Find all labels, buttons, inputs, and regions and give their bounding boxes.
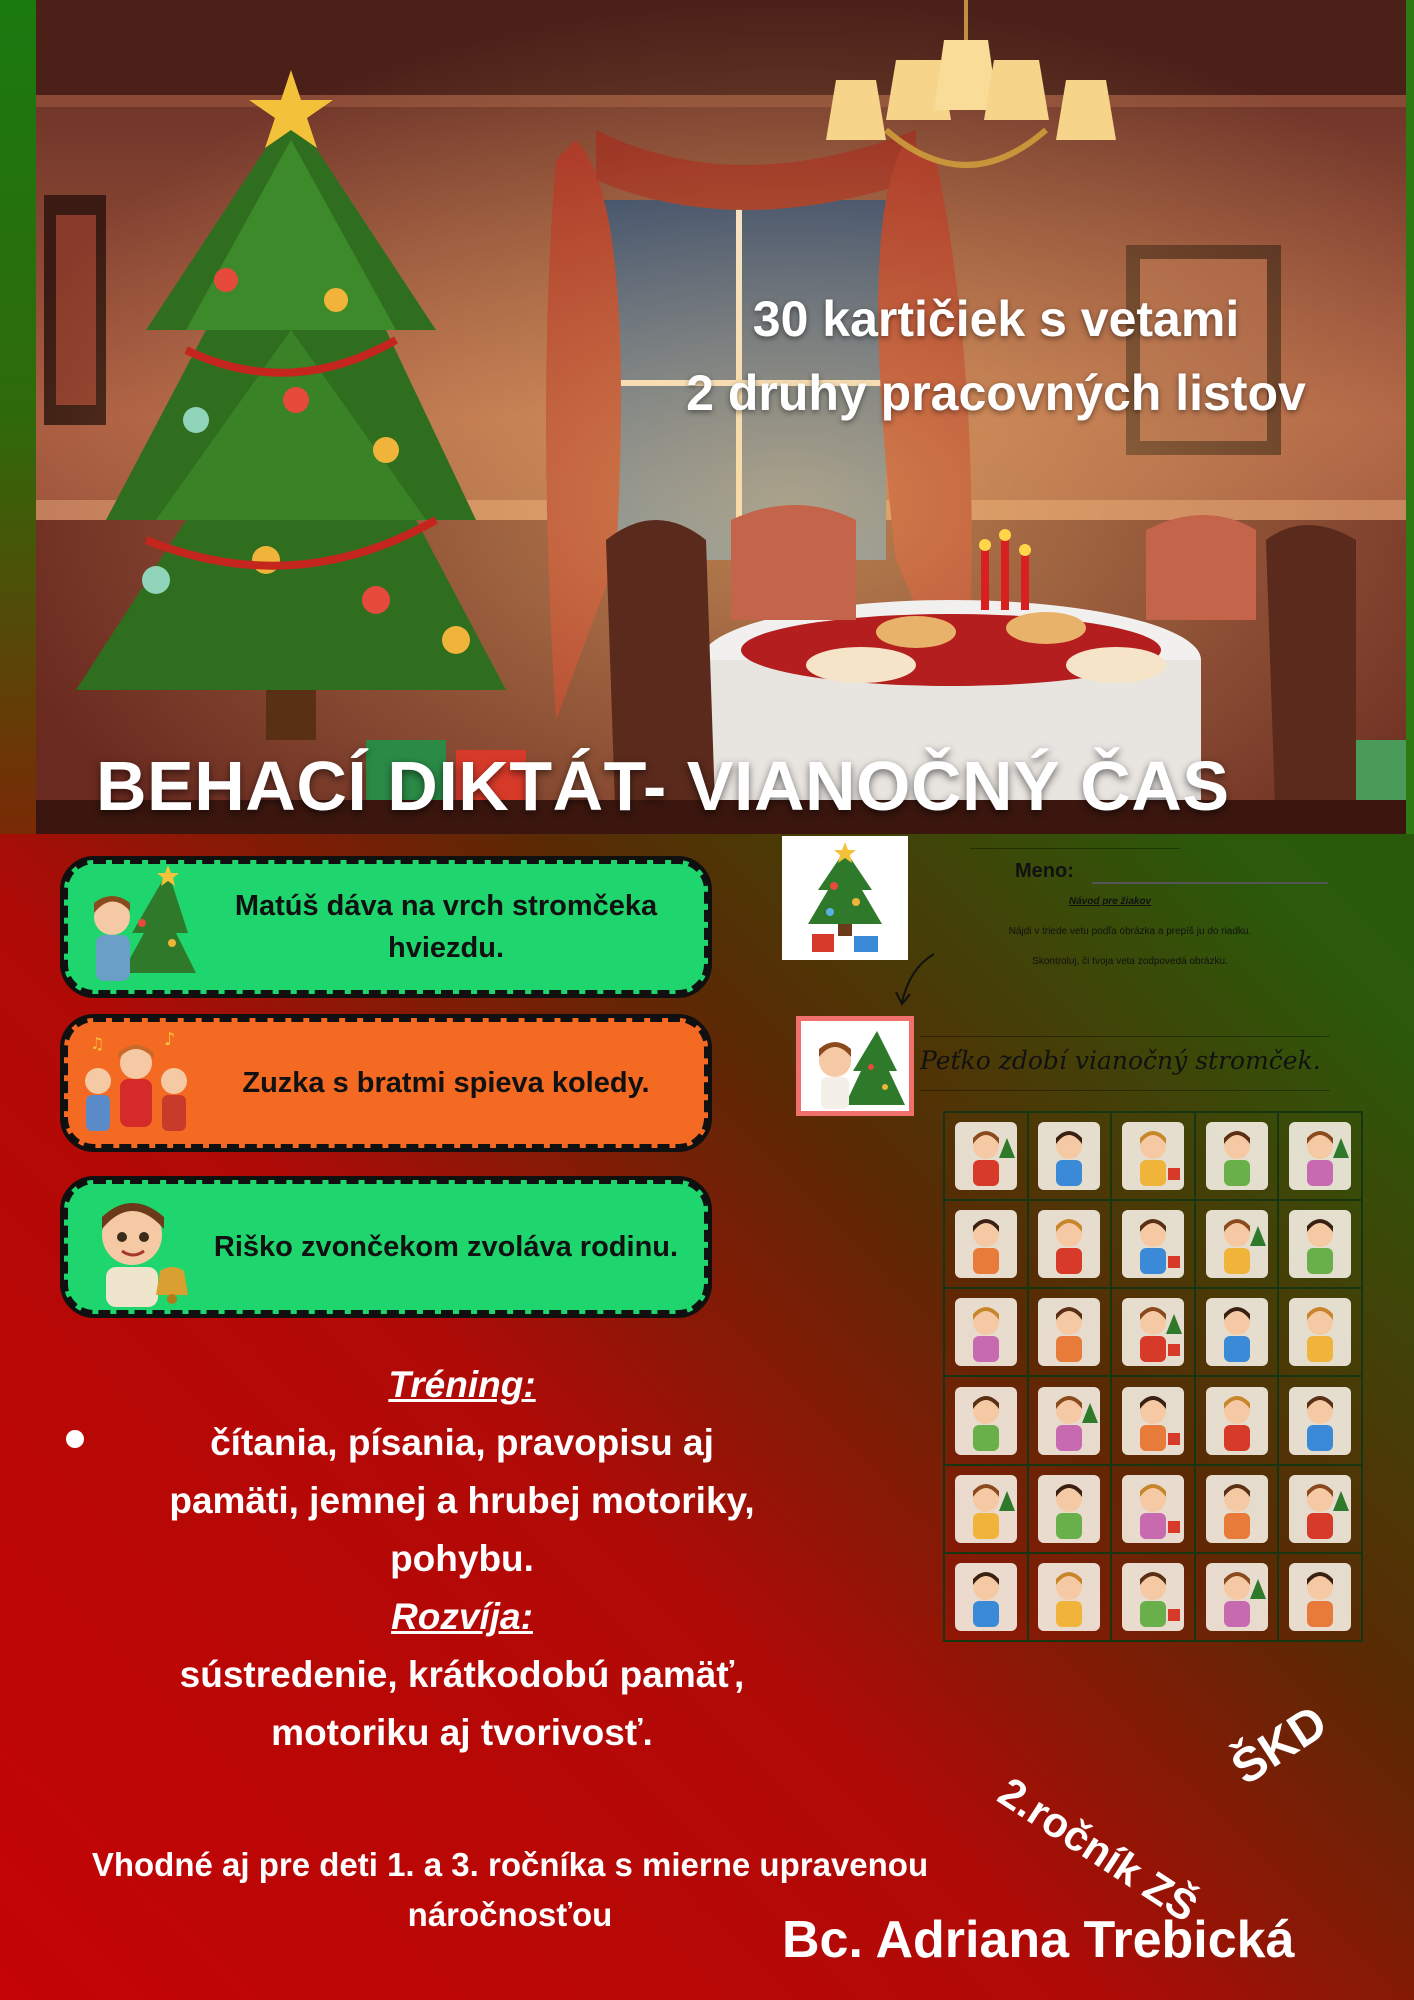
child-illustration-icon xyxy=(1285,1559,1355,1635)
sentence-card-3-text: Riško zvončekom zvoláva rodinu. xyxy=(213,1231,679,1263)
hero-subtitle-line1: 30 kartičiek s vetami xyxy=(752,291,1240,347)
training-line-3: pohybu. xyxy=(390,1538,534,1579)
picture-grid xyxy=(943,1111,1363,1642)
child-illustration-icon xyxy=(1118,1559,1188,1635)
grid-picture-cell xyxy=(944,1465,1028,1553)
grid-picture-cell xyxy=(1111,1553,1195,1641)
grid-picture-cell xyxy=(944,1200,1028,1288)
training-section xyxy=(62,1356,862,1762)
worksheet-rule-2 xyxy=(920,1090,1330,1091)
grid-picture-cell xyxy=(944,1112,1028,1200)
child-illustration-icon xyxy=(1118,1206,1188,1282)
child-illustration-icon xyxy=(951,1559,1021,1635)
page-title: BEHACÍ DIKTÁT- VIANOČNÝ ČAS xyxy=(96,747,1230,825)
develops-line-2: motoriku aj tvorivosť. xyxy=(271,1712,653,1753)
child-illustration-icon xyxy=(951,1383,1021,1459)
child-illustration-icon xyxy=(1202,1383,1272,1459)
grid-picture-cell xyxy=(1111,1288,1195,1376)
grid-picture-cell xyxy=(1195,1376,1279,1464)
worksheet-example-picture xyxy=(796,1016,914,1116)
child-illustration-icon xyxy=(1202,1471,1272,1547)
child-illustration-icon xyxy=(951,1471,1021,1547)
grid-picture-cell xyxy=(944,1288,1028,1376)
child-illustration-icon xyxy=(1285,1118,1355,1194)
training-heading: Tréning: xyxy=(388,1364,536,1405)
children-singing-icon xyxy=(72,1019,200,1147)
child-illustration-icon xyxy=(1034,1471,1104,1547)
svg-text:♫: ♫ xyxy=(90,1034,105,1053)
grid-picture-cell xyxy=(1278,1376,1362,1464)
child-illustration-icon xyxy=(951,1206,1021,1282)
child-illustration-icon xyxy=(1118,1471,1188,1547)
develops-heading: Rozvíja: xyxy=(391,1596,533,1637)
arrow-icon xyxy=(890,950,940,1010)
instructions-title: Návod pre žiakov xyxy=(1068,896,1152,907)
skd-label: ŠKD xyxy=(1222,1695,1337,1796)
child-illustration-icon xyxy=(1285,1471,1355,1547)
child-illustration-icon xyxy=(1202,1118,1272,1194)
grid-picture-cell xyxy=(1278,1200,1362,1288)
child-illustration-icon xyxy=(1285,1383,1355,1459)
worksheet-header xyxy=(960,840,1340,980)
sentence-card-2 xyxy=(62,1016,710,1150)
develops-line-1: sústredenie, krátkodobú pamäť, xyxy=(179,1654,745,1695)
grid-picture-cell xyxy=(1195,1465,1279,1553)
right-green-strip xyxy=(1406,0,1414,834)
child-illustration-icon xyxy=(1118,1294,1188,1370)
child-illustration-icon xyxy=(951,1294,1021,1370)
grade-label: 2.ročník ZŠ xyxy=(990,1768,1206,1931)
child-illustration-icon xyxy=(1034,1383,1104,1459)
grid-picture-cell xyxy=(1028,1465,1112,1553)
grid-picture-cell xyxy=(1195,1553,1279,1641)
child-illustration-icon xyxy=(1285,1206,1355,1282)
child-illustration-icon xyxy=(951,1118,1021,1194)
child-illustration-icon xyxy=(1118,1383,1188,1459)
child-illustration-icon xyxy=(1202,1294,1272,1370)
child-illustration-icon xyxy=(1034,1206,1104,1282)
worksheet-rule-1 xyxy=(920,1036,1330,1037)
grid-picture-cell xyxy=(1028,1288,1112,1376)
grid-picture-cell xyxy=(1028,1112,1112,1200)
grid-picture-cell xyxy=(1278,1112,1362,1200)
grid-picture-cell xyxy=(1028,1200,1112,1288)
grid-picture-cell xyxy=(1195,1112,1279,1200)
grid-picture-cell xyxy=(1111,1465,1195,1553)
child-illustration-icon xyxy=(1202,1559,1272,1635)
left-green-strip xyxy=(0,0,36,834)
hero-scene xyxy=(36,0,1406,834)
grid-picture-cell xyxy=(1111,1200,1195,1288)
grid-picture-cell xyxy=(1195,1288,1279,1376)
sentence-card-3 xyxy=(62,1178,710,1316)
grid-picture-cell xyxy=(944,1376,1028,1464)
hero-subtitle-line2: 2 druhy pracovných listov xyxy=(686,365,1306,421)
grid-picture-cell xyxy=(1278,1553,1362,1641)
author-name: Bc. Adriana Trebická xyxy=(782,1911,1295,1969)
grid-picture-cell xyxy=(1028,1553,1112,1641)
sentence-card-2-text: Zuzka s bratmi spieva koledy. xyxy=(242,1067,650,1099)
suitability-line-2: náročnosťou xyxy=(407,1896,613,1933)
boy-with-tree-icon xyxy=(72,863,200,991)
boy-decorating-tree-icon xyxy=(801,1021,909,1111)
training-line-2: pamäti, jemnej a hrubej motoriky, xyxy=(169,1480,755,1521)
child-illustration-icon xyxy=(1202,1206,1272,1282)
christmas-tree-thumbnail xyxy=(782,836,908,960)
grid-picture-cell xyxy=(1111,1112,1195,1200)
worksheet-example-sentence: Peťko zdobí vianočný stromček. xyxy=(920,1046,1321,1075)
training-line-1: čítania, písania, pravopisu aj xyxy=(210,1422,714,1463)
boy-with-bell-icon xyxy=(72,1183,200,1311)
instruction-line-1: Nájdi v triede vetu podľa obrázka a prepíš ju do riadku. xyxy=(1008,926,1252,937)
grid-picture-cell xyxy=(944,1553,1028,1641)
child-illustration-icon xyxy=(1285,1294,1355,1370)
sentence-card-1-text: Matúš dáva na vrch stromčeka hviezdu. xyxy=(234,890,658,964)
grid-picture-cell xyxy=(1028,1376,1112,1464)
name-line xyxy=(1092,882,1328,884)
grid-picture-cell xyxy=(1278,1288,1362,1376)
child-illustration-icon xyxy=(1118,1118,1188,1194)
child-illustration-icon xyxy=(1034,1559,1104,1635)
suitability-line-1: Vhodné aj pre deti 1. a 3. ročníka s mierne upravenou xyxy=(91,1846,929,1883)
name-label: Meno: xyxy=(1015,860,1074,882)
instruction-line-2: Skontroluj, či tvoja veta zodpovedá obrázku. xyxy=(1032,956,1228,967)
grid-picture-cell xyxy=(1278,1465,1362,1553)
grid-picture-cell xyxy=(1111,1376,1195,1464)
grid-picture-cell xyxy=(1195,1200,1279,1288)
hero-subtitle xyxy=(646,282,1346,430)
svg-text:♪: ♪ xyxy=(164,1029,176,1050)
child-illustration-icon xyxy=(1034,1294,1104,1370)
sentence-card-1 xyxy=(62,858,710,996)
child-illustration-icon xyxy=(1034,1118,1104,1194)
